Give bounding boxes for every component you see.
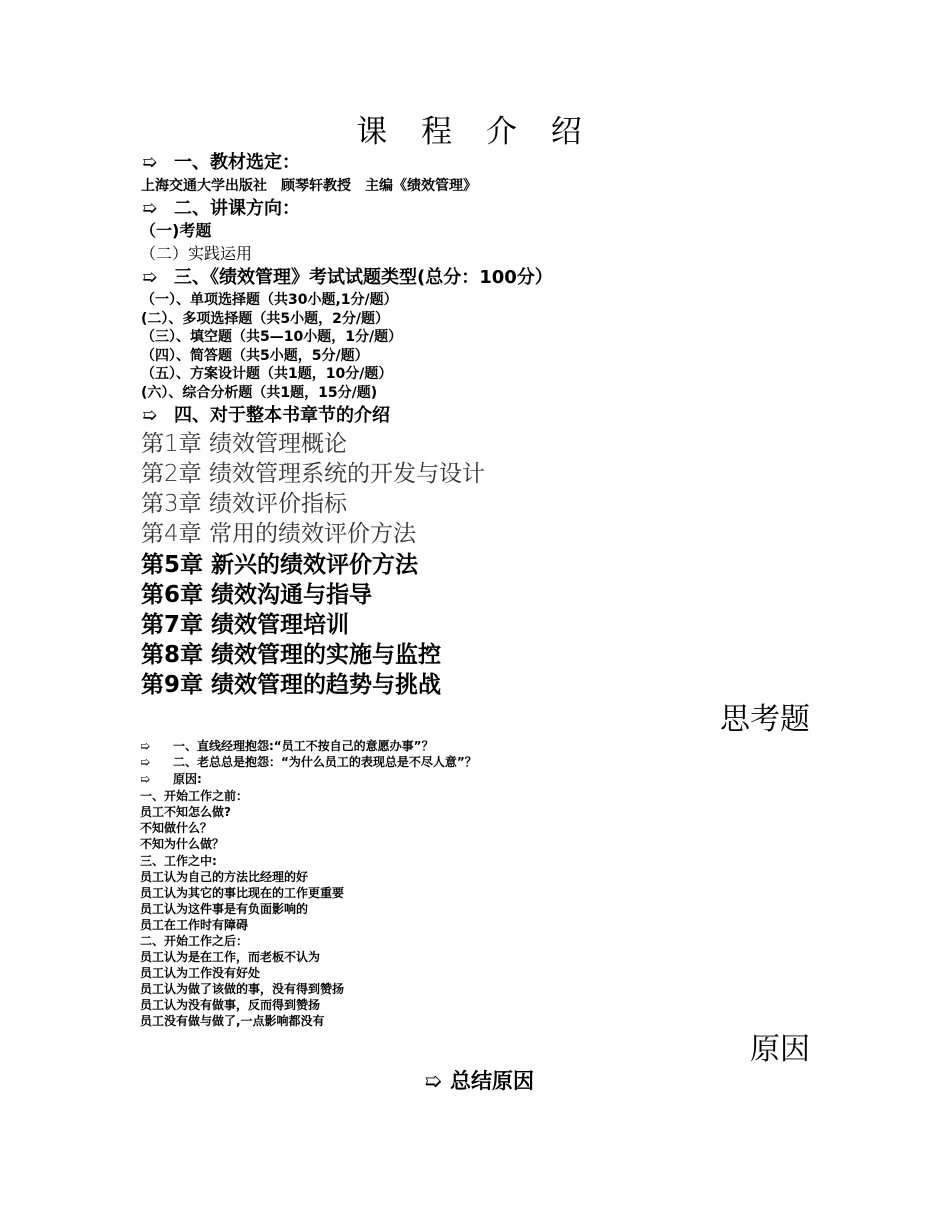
arrow-bullet-icon: ➯	[142, 152, 158, 173]
section-heading-1: ➯ 一、教材选定：	[142, 152, 300, 173]
section-heading-4: ➯ 四、对于整本书章节的介绍	[142, 405, 390, 426]
arrow-bullet-icon: ➯	[140, 755, 151, 769]
direction-item-2: （二）实践运用	[140, 244, 253, 263]
reason-line: 员工认为自己的方法比经理的好	[140, 870, 309, 884]
section-heading-3: ➯ 三、《绩效管理》考试试题类型(总分：100分）	[142, 267, 553, 288]
exam-type-item: (六）、综合分析题（共1题，15分/题)	[141, 385, 378, 401]
reason-line: 不知为什么做？	[140, 837, 225, 851]
reason-title: 原因	[750, 1032, 810, 1067]
exam-type-item: （四）、简答题（共5小题，5分/题）	[141, 348, 369, 364]
chapter-item: 第5章 新兴的绩效评价方法	[141, 552, 419, 578]
reason-line: 三、工作之中:	[140, 854, 217, 868]
chapter-item: 第4章 常用的绩效评价方法	[141, 521, 416, 547]
exam-type-item: （三）、填空题（共5—10小题，1分/题）	[141, 329, 403, 345]
page-title: 课 程 介 绍	[356, 114, 594, 150]
arrow-bullet-icon: ➯	[142, 267, 158, 288]
summary-heading: ➯ 总结原因	[0, 1071, 950, 1092]
textbook-info: 上海交通大学出版社 顾琴轩教授 主编《绩效管理》	[141, 178, 477, 194]
reason-line: 员工不知怎么做?	[140, 805, 231, 819]
think-questions-title: 思考题	[720, 702, 810, 737]
exam-type-item: （五）、方案设计题（共1题，10分/题）	[141, 366, 393, 382]
arrow-bullet-icon: ➯	[140, 772, 151, 786]
reason-line: 员工认为做了该做的事，没有得到赞扬	[140, 982, 345, 996]
reason-line: 员工认为是在工作，而老板不认为	[140, 950, 321, 964]
chapter-item: 第1章 绩效管理概论	[141, 431, 347, 457]
question-item: ➯ 二、老总总是抱怨：“为什么员工的表现总是不尽人意”？	[140, 755, 477, 769]
reason-line: 员工认为其它的事比现在的工作更重要	[140, 886, 345, 900]
chapter-item: 第7章 绩效管理培训	[141, 612, 350, 638]
chapter-item: 第8章 绩效管理的实施与监控	[141, 642, 442, 668]
reason-line: 二、开始工作之后：	[140, 934, 249, 948]
reason-line: 不知做什么？	[140, 821, 213, 835]
reason-line: 员工认为工作没有好处	[140, 966, 261, 980]
reason-line: 员工认为这件事是有负面影响的	[140, 902, 309, 916]
arrow-bullet-icon: ➯	[424, 1069, 442, 1093]
exam-type-item: (二）、多项选择题（共5小题，2分/题）	[141, 311, 389, 327]
section-heading-2: ➯ 二、讲课方向：	[142, 198, 300, 219]
reason-line: 一、开始工作之前：	[140, 789, 249, 803]
chapter-item: 第3章 绩效评价指标	[141, 491, 347, 517]
question-item: ➯ 原因:	[140, 772, 202, 786]
question-item: ➯ 一、直线经理抱怨:“员工不按自己的意愿办事”？	[140, 739, 434, 753]
chapter-item: 第9章 绩效管理的趋势与挑战	[141, 672, 442, 698]
arrow-bullet-icon: ➯	[142, 405, 158, 426]
exam-type-item: （一）、单项选择题（共30小题,1分/题）	[141, 292, 398, 308]
reason-line: 员工认为没有做事，反而得到赞扬	[140, 998, 321, 1012]
chapter-item: 第2章 绩效管理系统的开发与设计	[141, 461, 485, 487]
direction-item-1: （一)考题	[140, 221, 212, 240]
arrow-bullet-icon: ➯	[142, 198, 158, 219]
chapter-item: 第6章 绩效沟通与指导	[141, 582, 373, 608]
reason-line: 员工没有做与做了,一点影响都没有	[140, 1014, 325, 1028]
reason-line: 员工在工作时有障碍	[140, 918, 249, 932]
arrow-bullet-icon: ➯	[140, 739, 151, 753]
